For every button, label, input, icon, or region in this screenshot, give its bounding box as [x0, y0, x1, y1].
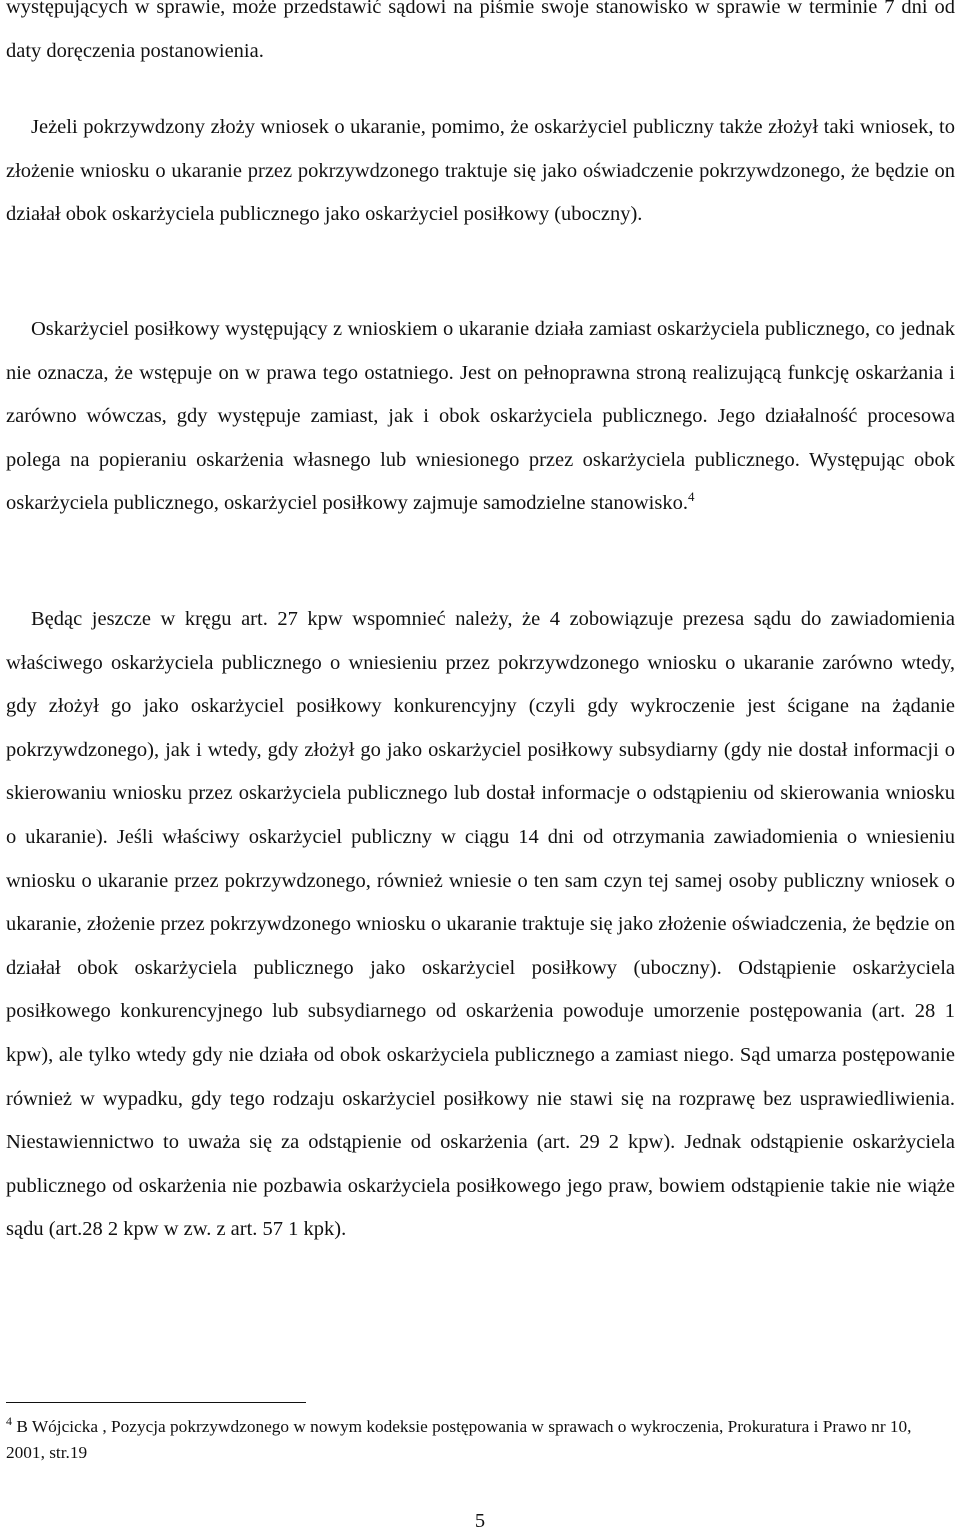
- footnote: [6, 1414, 936, 1466]
- footnote-text: B Wójcicka , Pozycja pokrzywdzonego w nowym kodeksie postępowania w sprawach o wykroczenia, Prokuratura i Prawo nr 10, 2001, str.19: [6, 1417, 912, 1462]
- footnote-separator: [6, 1402, 306, 1403]
- paragraph-2-text: Oskarżyciel posiłkowy występujący z wnioskiem o ukaranie działa zamiast oskarżyciela publicznego, co jednak nie oznacza, że wstępuje on w prawa tego ostatniego. Jest on pełnoprawna stroną realizującą funkcję oskarżania i zarówno wówczas, gdy występuje zamiast, jak i obok oskarżyciela publicznego. Jego działalność procesowa polega na popieraniu oskarżenia własnego lub wniesionego przez oskarżyciela publicznego. Występując obok oskarżyciela publicznego, oskarżyciel posiłkowy zajmuje samodzielne stanowisko.: [6, 318, 955, 515]
- paragraph-2: [6, 308, 955, 526]
- paragraph-continuation: występujących w sprawie, może przedstawić sądowi na piśmie swoje stanowisko w sprawie w terminie 7 dni od daty doręczenia postanowienia.: [6, 0, 955, 62]
- page-number: 5: [474, 1510, 486, 1532]
- footnote-reference[interactable]: 4: [688, 489, 695, 505]
- paragraph-1: Jeżeli pokrzywdzony złoży wniosek o ukaranie, pomimo, że oskarżyciel publiczny także złożył taki wniosek, to złożenie wniosku o ukaranie przez pokrzywdzonego traktuje się jako oświadczenie pokrzywdzonego, że będzie on działał obok oskarżyciela publicznego jako oskarżyciel posiłkowy (uboczny).: [6, 116, 955, 226]
- paragraph-3: Będąc jeszcze w kręgu art. 27 kpw wspomnieć należy, że 4 zobowiązuje prezesa sądu do zawiadomienia właściwego oskarżyciela publicznego o wniesieniu przez pokrzywdzonego wniosku o ukaranie zarówno wtedy, gdy złożył go jako oskarżyciel posiłkowy konkurencyjny (czyli gdy wykroczenie jest ścigane na żądanie pokrzywdzonego), jak i wtedy, gdy złożył go jako oskarżyciel posiłkowy subsydiarny (gdy nie dostał informacji o skierowaniu wniosku przez oskarżyciela publicznego lub dostał informacje o odstąpieniu od skierowania wniosku o ukaranie). Jeśli właściwy oskarżyciel publiczny w ciągu 14 dni od otrzymania zawiadomienia o wniesieniu wniosku o ukaranie przez pokrzywdzonego, również wniesie o ten sam czyn tej samej osoby publiczny wniosek o ukaranie, złożenie przez pokrzywdzonego wniosku o ukaranie traktuje się jako złożenie oświadczenia, że będzie on działał obok oskarżyciela publicznego jako oskarżyciel posiłkowy (uboczny). Odstąpienie oskarżyciela posiłkowego konkurencyjnego lub subsydiarnego od oskarżenia powoduje umorzenie postępowania (art. 28 1 kpw), ale tylko wtedy gdy nie działa od obok oskarżyciela publicznego a zamiast niego. Sąd umarza postępowanie również w wypadku, gdy tego rodzaju oskarżyciel posiłkowy nie stawi się na rozprawę bez usprawiedliwienia. Niestawiennictwo to uważa się za odstąpienie od oskarżenia (art. 29 2 kpw). Jednak odstąpienie oskarżyciela publicznego od oskarżenia nie pozbawia oskarżyciela posiłkowego jego praw, bowiem odstąpienie takie nie wiąże sądu (art.28 2 kpw w zw. z art. 57 1 kpk).: [6, 608, 955, 1241]
- footnote-number: 4: [6, 1414, 12, 1429]
